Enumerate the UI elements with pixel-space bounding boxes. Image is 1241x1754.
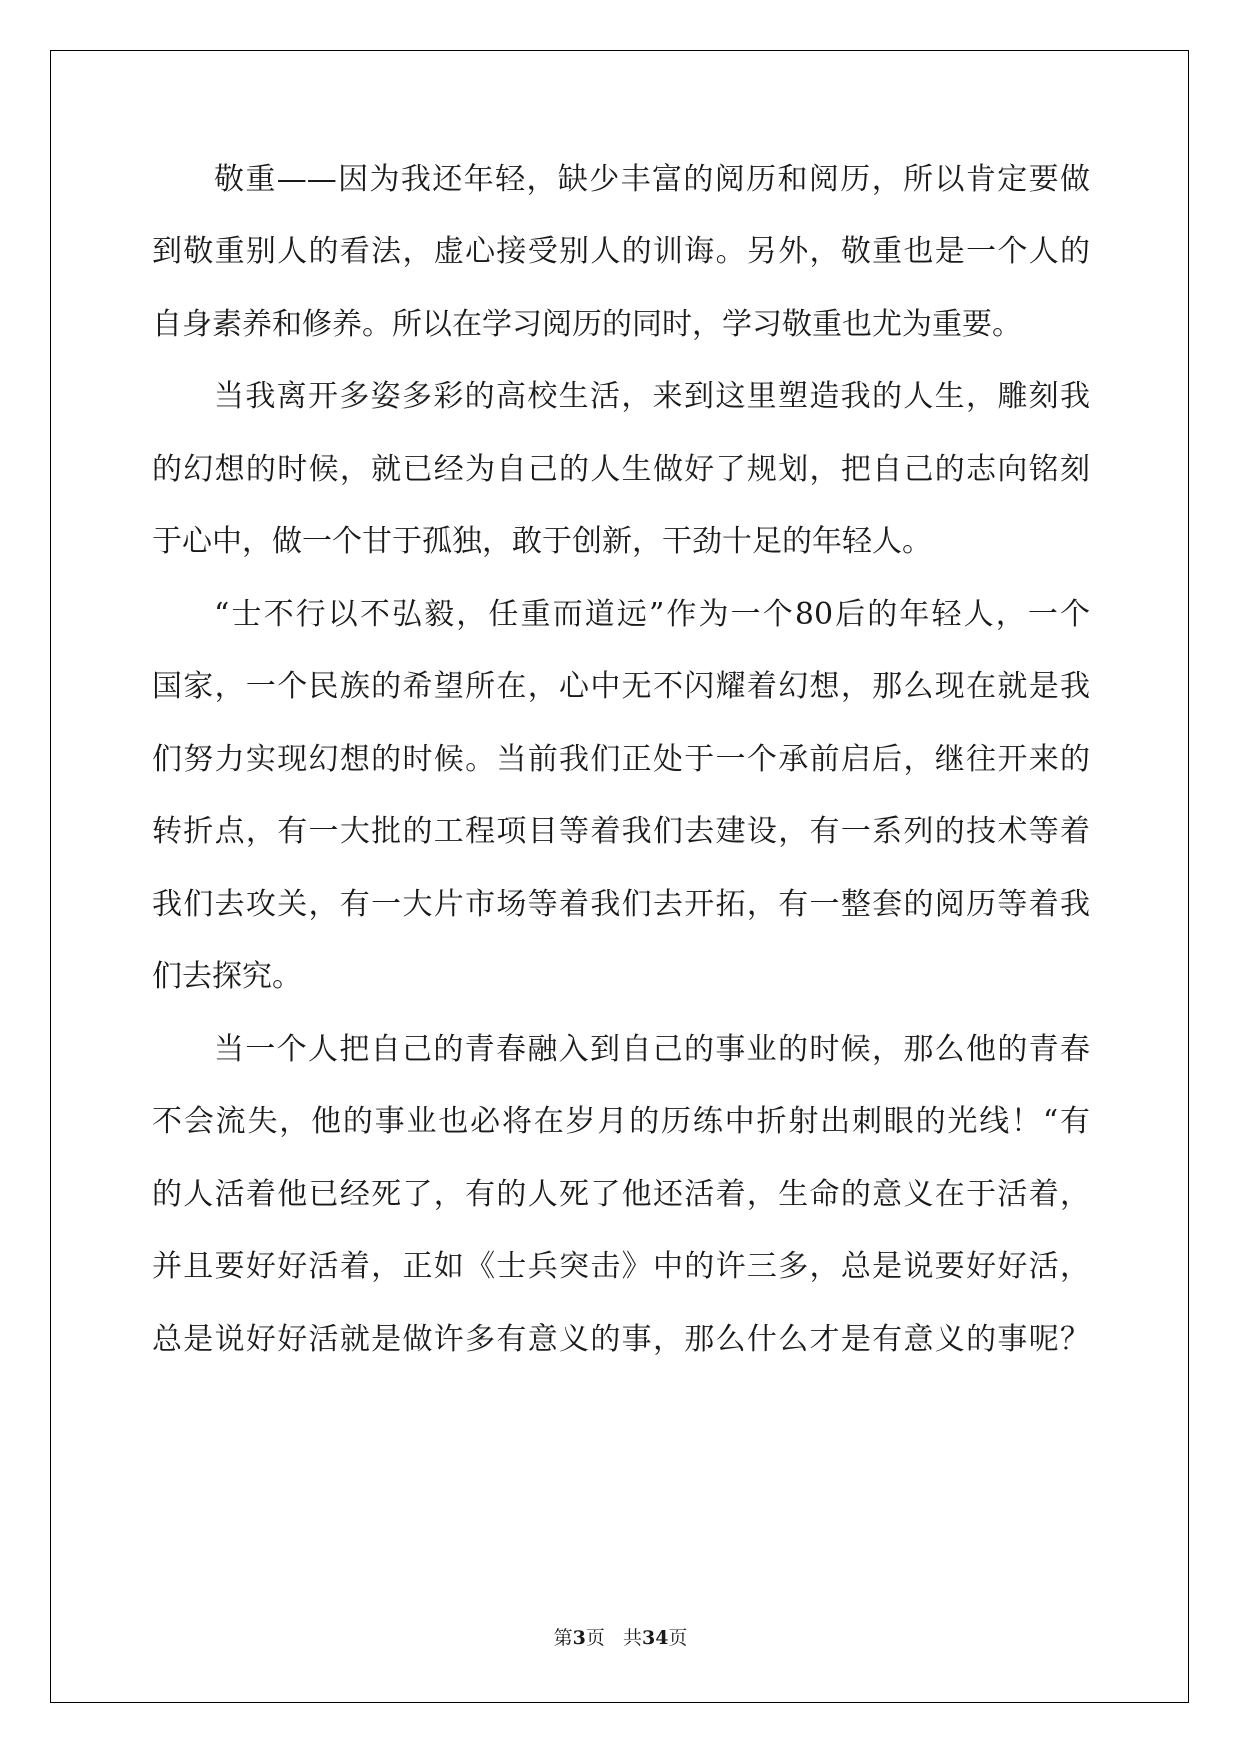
text-line: 当我离开多姿多彩的高校生活，来到这里塑造我的人生，雕刻我 bbox=[214, 379, 1090, 414]
footer-total-suffix: 页 bbox=[668, 1627, 688, 1649]
page-footer bbox=[0, 1626, 1241, 1650]
text-line: 们努力实现幻想的时候。当前我们正处于一个承前启后，继往开来的 bbox=[152, 742, 1090, 777]
text-line: 当一个人把自己的青春融入到自己的事业的时候，那么他的青春 bbox=[214, 1032, 1090, 1067]
text-line: 们去探究。 bbox=[152, 959, 302, 994]
footer-total-prefix: 共 bbox=[622, 1627, 642, 1649]
text-line: 的人活着他已经死了，有的人死了他还活着，生命的意义在于活着， bbox=[152, 1177, 1090, 1212]
text-line: 我们去攻关，有一大片市场等着我们去开拓，有一整套的阅历等着我 bbox=[152, 887, 1090, 922]
page-border bbox=[50, 50, 1189, 1703]
text-line: 敬重——因为我还年轻，缺少丰富的阅历和阅历，所以肯定要做 bbox=[214, 162, 1090, 197]
text-line: 到敬重别人的看法，虚心接受别人的训诲。另外，敬重也是一个人的 bbox=[152, 234, 1090, 269]
text-line: “士不行以不弘毅，任重而道远”作为一个80后的年轻人，一个 bbox=[214, 597, 1090, 632]
text-line: 的幻想的时候，就已经为自己的人生做好了规划，把自己的志向铭刻 bbox=[152, 452, 1090, 487]
text-line: 并且要好好活着，正如《士兵突击》中的许三多，总是说要好好活， bbox=[152, 1249, 1090, 1284]
footer-page-suffix: 页 bbox=[585, 1627, 605, 1649]
text-line: 于心中，做一个甘于孤独，敢于创新，干劲十足的年轻人。 bbox=[152, 524, 932, 559]
text-line: 国家，一个民族的希望所在，心中无不闪耀着幻想，那么现在就是我 bbox=[152, 669, 1090, 704]
footer-prefix: 第 bbox=[553, 1627, 573, 1649]
text-line: 总是说好好活就是做许多有意义的事，那么什么才是有意义的事呢？ bbox=[152, 1322, 1090, 1357]
text-line: 自身素养和修养。所以在学习阅历的同时，学习敬重也尤为重要。 bbox=[152, 307, 1022, 342]
text-line: 转折点，有一大批的工程项目等着我们去建设，有一系列的技术等着 bbox=[152, 814, 1090, 849]
current-page-number: 3 bbox=[572, 1627, 586, 1649]
total-pages-number: 34 bbox=[641, 1627, 669, 1649]
text-line: 不会流失，他的事业也必将在岁月的历练中折射出刺眼的光线！“有 bbox=[152, 1104, 1090, 1139]
